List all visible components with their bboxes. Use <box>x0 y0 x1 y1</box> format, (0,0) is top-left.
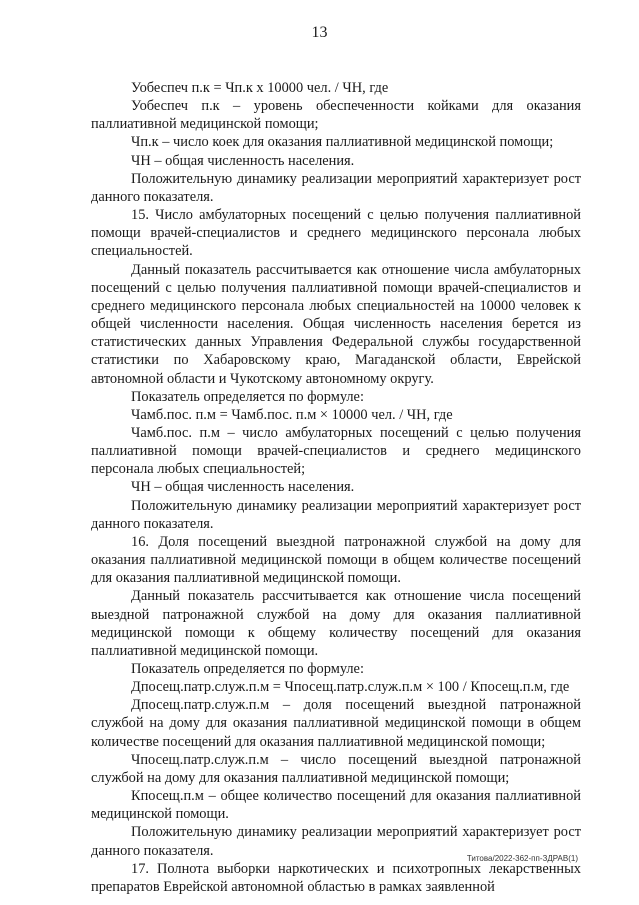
section-heading-15: 15. Число амбулаторных посещений с целью получения паллиативной помощи врачей-специалистов и среднего медицинского персонала любых специальностей. <box>91 207 581 260</box>
formula: Дпосещ.патр.служ.п.м = Чпосещ.патр.служ.п.м × 100 / Кпосещ.п.м, где <box>131 679 570 696</box>
paragraph: Положительную динамику реализации мероприятий характеризует рост данного показателя. <box>91 824 581 859</box>
page-number: 13 <box>311 24 328 41</box>
paragraph: Кпосещ.п.м – общее количество посещений для оказания паллиативной медицинской помощи. <box>91 788 581 823</box>
document-body <box>91 79 581 896</box>
paragraph: Дпосещ.патр.служ.п.м – доля посещений выездной патронажной службой на дому для оказания паллиативной медицинской помощи в общем количестве посещений для оказания паллиативной медицинской помощи; <box>91 697 581 750</box>
paragraph: Данный показатель рассчитывается как отношение числа амбулаторных посещений с целью получения паллиативной помощи врачей-специалистов и среднего медицинского персонала любых специальностей на 10000 человек к общей численности населения. Общая численность населения берется из статистических данных Управления Федеральной службы государственной статистики по Хабаровскому краю, Магаданской области, Еврейской автономной области и Чукотскому автономному округу. <box>91 261 581 387</box>
paragraph: Показатель определяется по формуле: <box>131 388 364 405</box>
paragraph: Уобеспеч п.к = Чп.к x 10000 чел. / ЧН, где <box>131 80 389 96</box>
paragraph: Показатель определяется по формуле: <box>131 661 364 677</box>
formula: Чамб.пос. п.м = Чамб.пос. п.м × 10000 чел. / ЧН, где <box>131 406 453 423</box>
document-code-footer: Титова/2022-362-пп-ЗДРАВ(1) <box>466 854 578 863</box>
paragraph: ЧН – общая численность населения. <box>131 479 355 496</box>
paragraph: Положительную динамику реализации мероприятий характеризует рост данного показателя. <box>91 170 581 205</box>
paragraph: Данный показатель рассчитывается как отношение числа посещений выездной патронажной службой на дому для оказания паллиативной медицинской помощи к общему количеству посещений для оказания паллиативной медицинской помощи. <box>91 588 581 659</box>
paragraph: Чамб.пос. п.м – число амбулаторных посещений с целью получения паллиативной помощи врачей-специалистов и среднего медицинского персонала любых специальностей; <box>91 424 581 478</box>
paragraph: ЧН – общая численность населения. <box>131 152 355 169</box>
section-heading-17: 17. Полнота выборки наркотических и психотропных лекарственных препаратов Еврейской автономной областью в рамках заявленной <box>91 860 581 895</box>
section-heading-16: 16. Доля посещений выездной патронажной службой на дому для оказания паллиативной медицинской помощи в общем количестве посещений для оказания паллиативной медицинской помощи. <box>91 533 581 587</box>
paragraph: Чпосещ.патр.служ.п.м – число посещений выездной патронажной службой на дому для оказания паллиативной медицинской помощи; <box>91 751 581 786</box>
paragraph: Чп.к – число коек для оказания паллиативной медицинской помощи; <box>131 134 554 151</box>
paragraph: Положительную динамику реализации мероприятий характеризует рост данного показателя. <box>91 497 581 532</box>
paragraph: Уобеспеч п.к – уровень обеспеченности койками для оказания паллиативной медицинской помощи; <box>91 98 581 133</box>
